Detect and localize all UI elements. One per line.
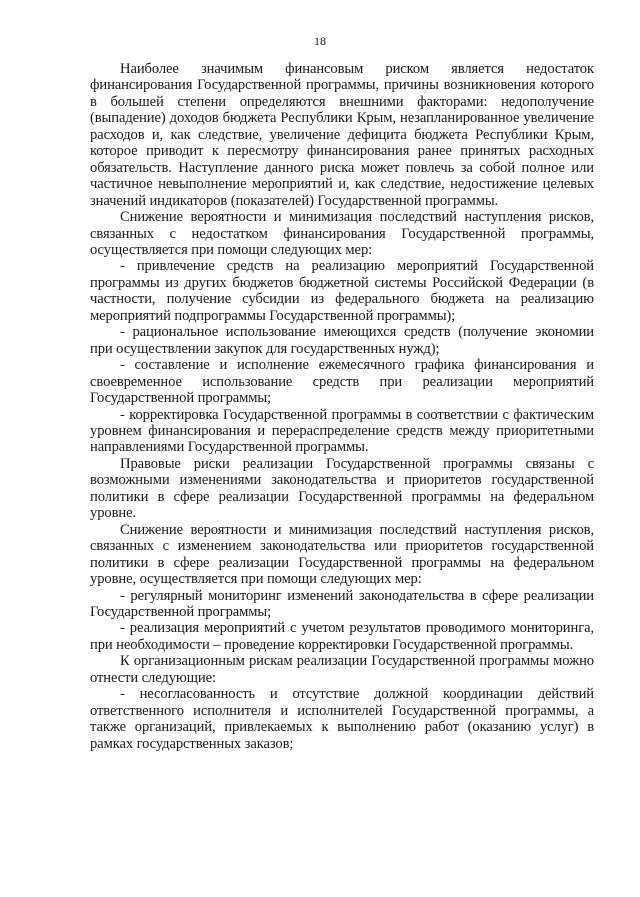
list-item-legislation-monitoring: - регулярный мониторинг изменений законодательства в сфере реализации Государственной программы; — [90, 587, 594, 620]
paragraph-financial-risk-measures-intro: Снижение вероятности и минимизация последствий наступления рисков, связанных с недостатком финансирования Государственной программы, осуществляется при помощи следующих мер: — [90, 209, 594, 258]
list-item-lack-of-coordination: - несогласованность и отсутствие должной координации действий ответственного исполнителя и исполнителей Государственной программы, а также организаций, привлекаемых к выполнению работ (оказанию услуг) в рамках государственных заказов; — [90, 686, 594, 752]
list-item-monitoring-based-actions: - реализация мероприятий с учетом результатов проводимого мониторинга, при необходимости – проведение корректировки Государственной программы. — [90, 620, 594, 653]
page-number: 18 — [314, 34, 326, 48]
document-body — [90, 61, 594, 752]
paragraph-financial-risk: Наиболее значимым финансовым риском является недостаток финансирования Государственной программы, причины возникновения которого в большей степени определяются внешними факторами: недополучение (выпадение) доходов бюджета Республики Крым, незапланированное увеличение расходов и, как следствие, увеличение дефицита бюджета Республики Крым, которое приводит к пересмотру финансирования ранее принятых расходных обязательств. Наступление данного риска может повлечь за собой полное или частичное невыполнение мероприятий и, как следствие, недостижение целевых значений индикаторов (показателей) Государственной программы. — [90, 61, 594, 209]
list-item-program-adjustment: - корректировка Государственной программы в соответствии с фактическим уровнем финансирования и перераспределение средств между приоритетными направлениями Государственной программы. — [90, 406, 594, 456]
paragraph-legal-risks: Правовые риски реализации Государственной программы связаны с возможными изменениями законодательства и приоритетов государственной политики в сфере реализации Государственной программы на федеральном уровне. — [90, 455, 594, 522]
paragraph-organizational-risks: К организационным рискам реализации Государственной программы можно отнести следующие: — [90, 653, 594, 686]
list-item-monthly-schedule: - составление и исполнение ежемесячного графика финансирования и своевременное использование средств при реализации мероприятий Государственной программы; — [90, 357, 594, 407]
paragraph-legal-risk-measures-intro: Снижение вероятности и минимизация последствий наступления рисков, связанных с изменением законодательства или приоритетов государственной политики в сфере реализации Государственной программы на федеральном уровне, осуществляется при помощи следующих мер: — [90, 521, 594, 588]
list-item-attract-funds: - привлечение средств на реализацию мероприятий Государственной программы из других бюджетов бюджетной системы Российской Федерации (в частности, получение субсидии из федерального бюджета на реализацию мероприятий подпрограммы Государственной программы); — [90, 258, 594, 324]
list-item-rational-use: - рациональное использование имеющихся средств (получение экономии при осуществлении закупок для государственных нужд); — [90, 324, 594, 357]
